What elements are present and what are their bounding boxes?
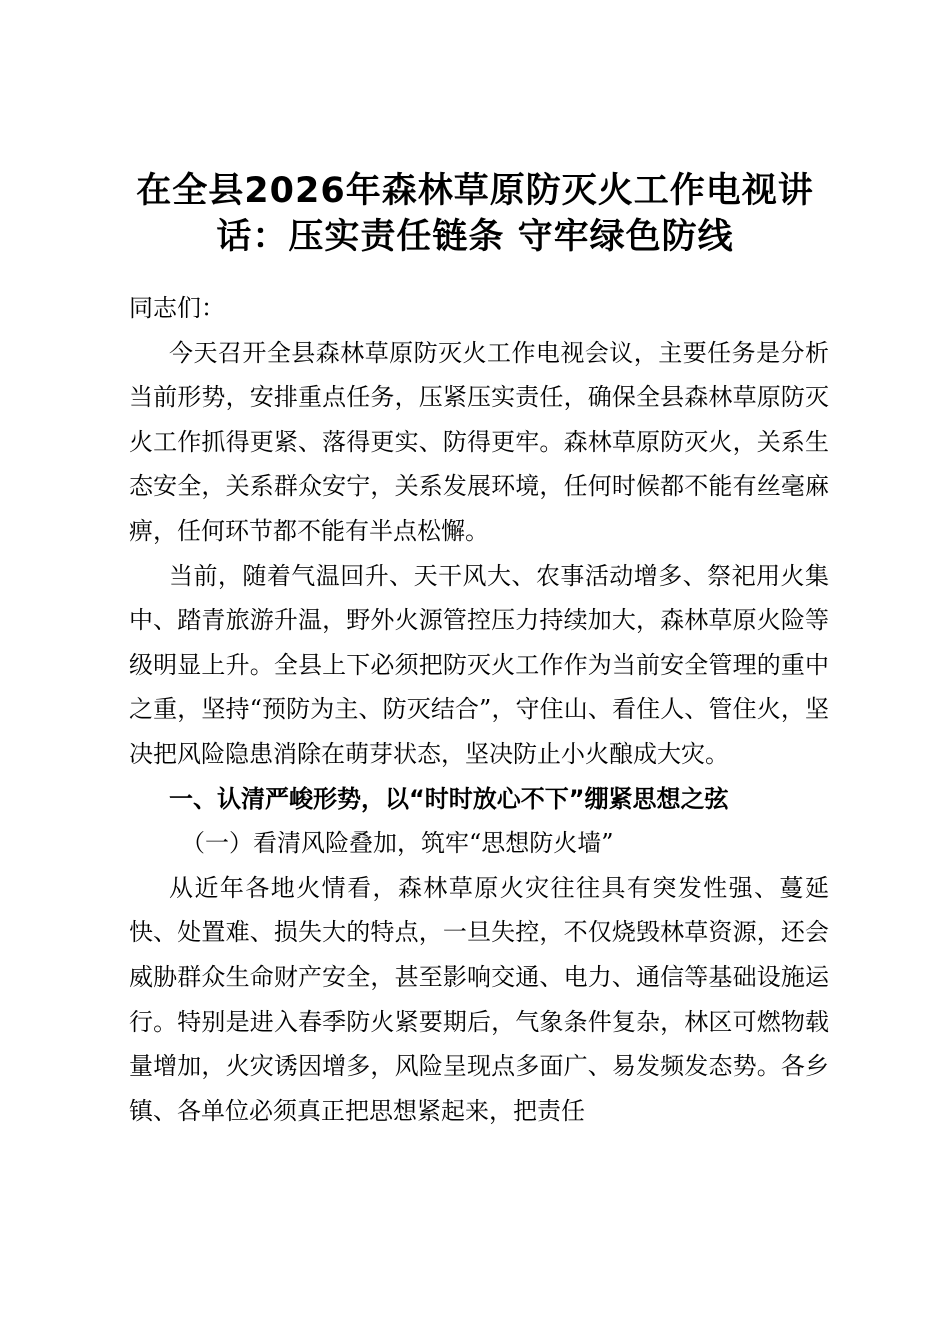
title-line-1: 在全县2026年森林草原防灭火工作电视讲 bbox=[136, 171, 814, 211]
paragraph-situation: 当前，随着气温回升、天干风大、农事活动增多、祭祀用火集中、踏青旅游升温，野外火源管控压力持续加大，森林草原火险等级明显上升。全县上下必须把防灭火工作作为当前安全管理的重中之重，坚持“预防为主、防灭结合”，守住山、看住人、管住火，坚决把风险隐患消除在萌芽状态，坚决防止小火酿成大灾。 bbox=[129, 561, 829, 768]
salutation: 同志们： bbox=[129, 294, 225, 322]
subsection-heading: （一）看清风险叠加，筑牢“思想防火墙” bbox=[181, 829, 614, 858]
section-heading: 一、认清严峻形势，以“时时放心不下”绷紧思想之弦 bbox=[169, 784, 729, 813]
document-body bbox=[129, 286, 829, 1133]
document-title bbox=[120, 168, 830, 260]
paragraph-intro: 今天召开全县森林草原防灭火工作电视会议，主要任务是分析当前形势，安排重点任务，压紧压实责任，确保全县森林草原防灭火工作抓得更紧、落得更实、防得更牢。森林草原防灭火，关系生态安全，关系群众安宁，关系发展环境，任何时候都不能有丝毫麻痹，任何环节都不能有半点松懈。 bbox=[129, 338, 829, 545]
paragraph-risk: 从近年各地火情看，森林草原火灾往往具有突发性强、蔓延快、处置难、损失大的特点，一旦失控，不仅烧毁林草资源，还会威胁群众生命财产安全，甚至影响交通、电力、通信等基础设施运行。特别是进入春季防火紧要期后，气象条件复杂，林区可燃物载量增加，火灾诱因增多，风险呈现点多面广、易发频发态势。各乡镇、各单位必须真正把思想紧起来，把责任 bbox=[129, 873, 829, 1125]
title-line-2: 话：压实责任链条 守牢绿色防线 bbox=[216, 217, 734, 257]
